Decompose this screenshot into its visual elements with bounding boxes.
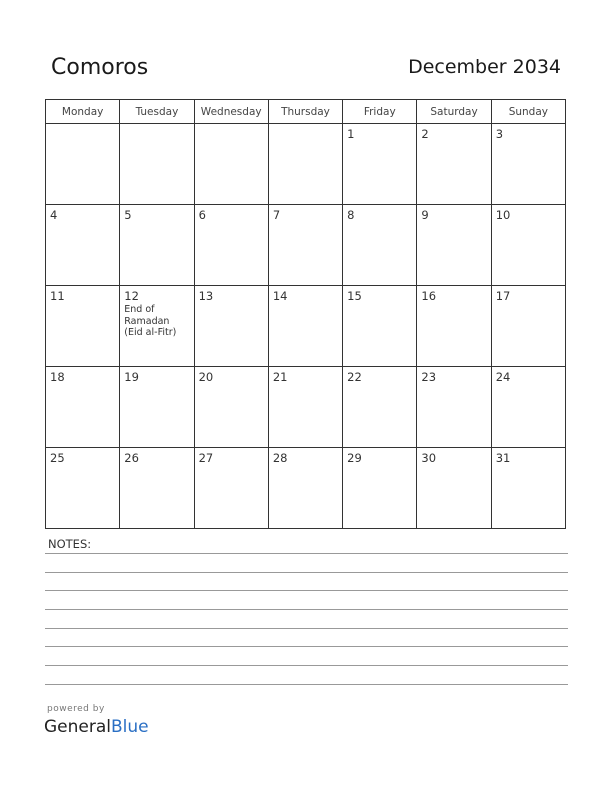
note-line bbox=[45, 684, 568, 685]
weekday-monday: Monday bbox=[46, 100, 120, 124]
day-number: 6 bbox=[198, 208, 206, 222]
day-cell bbox=[194, 286, 268, 367]
generalblue-logo bbox=[44, 717, 149, 737]
notes-label: NOTES: bbox=[48, 537, 92, 551]
day-number: 2 bbox=[421, 127, 429, 141]
day-number: 4 bbox=[50, 208, 58, 222]
day-cell bbox=[268, 286, 342, 367]
day-cell bbox=[268, 367, 342, 448]
weekday-friday: Friday bbox=[343, 100, 417, 124]
weekday-header-row bbox=[46, 100, 566, 124]
day-number: 9 bbox=[421, 208, 429, 222]
day-number: 22 bbox=[347, 370, 362, 384]
day-number: 23 bbox=[421, 370, 437, 384]
day-number: 14 bbox=[272, 289, 288, 303]
day-cell bbox=[417, 448, 491, 529]
day-number: 12 bbox=[124, 289, 139, 303]
calendar-week-row bbox=[46, 124, 566, 205]
holiday-label: End of Ramadan (Eid al-Fitr) bbox=[124, 304, 177, 338]
day-cell bbox=[417, 286, 491, 367]
day-cell bbox=[120, 367, 194, 448]
day-cell bbox=[46, 124, 120, 205]
day-cell bbox=[194, 367, 268, 448]
day-number: 13 bbox=[198, 289, 214, 303]
day-cell bbox=[491, 448, 565, 529]
weekday-thursday: Thursday bbox=[268, 100, 342, 124]
day-cell bbox=[268, 124, 342, 205]
day-number: 29 bbox=[347, 451, 362, 465]
day-cell bbox=[417, 367, 491, 448]
calendar-week-row bbox=[46, 448, 566, 529]
calendar-week-row bbox=[46, 205, 566, 286]
calendar-week-row bbox=[46, 367, 566, 448]
calendar-week-row bbox=[46, 286, 566, 367]
day-cell bbox=[268, 448, 342, 529]
day-cell bbox=[343, 124, 417, 205]
day-cell bbox=[46, 367, 120, 448]
powered-by-text: powered by bbox=[47, 704, 105, 714]
day-number: 20 bbox=[198, 370, 214, 384]
note-line bbox=[45, 646, 568, 647]
day-number: 27 bbox=[198, 451, 214, 465]
note-line bbox=[45, 572, 568, 573]
day-number: 25 bbox=[50, 451, 65, 465]
day-cell bbox=[194, 448, 268, 529]
note-line bbox=[45, 665, 568, 666]
day-cell bbox=[343, 205, 417, 286]
day-number: 1 bbox=[347, 127, 355, 141]
day-number: 26 bbox=[124, 451, 139, 465]
weekday-saturday: Saturday bbox=[417, 100, 491, 124]
weekday-tuesday: Tuesday bbox=[120, 100, 194, 124]
day-cell bbox=[268, 205, 342, 286]
day-cell bbox=[491, 286, 565, 367]
calendar-grid bbox=[45, 99, 566, 529]
day-number: 21 bbox=[272, 370, 288, 384]
note-line bbox=[45, 553, 568, 554]
day-cell bbox=[46, 286, 120, 367]
day-cell bbox=[417, 124, 491, 205]
logo-blue: Blue bbox=[111, 717, 149, 737]
day-cell bbox=[46, 205, 120, 286]
day-cell bbox=[343, 448, 417, 529]
note-line bbox=[45, 628, 568, 629]
note-line bbox=[45, 609, 568, 610]
weekday-sunday: Sunday bbox=[491, 100, 565, 124]
day-number: 24 bbox=[495, 370, 511, 384]
day-cell bbox=[120, 286, 194, 367]
day-number: 15 bbox=[347, 289, 362, 303]
day-cell bbox=[194, 205, 268, 286]
day-cell bbox=[120, 448, 194, 529]
day-cell bbox=[491, 124, 565, 205]
day-number: 16 bbox=[421, 289, 437, 303]
note-line bbox=[45, 590, 568, 591]
day-number: 17 bbox=[495, 289, 511, 303]
day-number: 31 bbox=[495, 451, 511, 465]
logo-general: General bbox=[44, 717, 111, 737]
day-cell bbox=[46, 448, 120, 529]
day-number: 18 bbox=[50, 370, 65, 384]
day-cell bbox=[120, 124, 194, 205]
day-cell bbox=[491, 205, 565, 286]
day-number: 3 bbox=[495, 127, 504, 141]
day-number: 7 bbox=[272, 208, 281, 222]
day-number: 10 bbox=[495, 208, 511, 222]
month-year-title: December 2034 bbox=[408, 56, 561, 78]
weekday-wednesday: Wednesday bbox=[194, 100, 268, 124]
day-number: 28 bbox=[272, 451, 288, 465]
day-number: 11 bbox=[50, 289, 65, 303]
day-cell bbox=[491, 367, 565, 448]
day-cell bbox=[343, 367, 417, 448]
day-cell bbox=[417, 205, 491, 286]
day-cell bbox=[120, 205, 194, 286]
day-number: 5 bbox=[124, 208, 132, 222]
day-number: 19 bbox=[124, 370, 139, 384]
day-number: 30 bbox=[421, 451, 437, 465]
day-cell bbox=[343, 286, 417, 367]
day-cell bbox=[194, 124, 268, 205]
country-title: Comoros bbox=[51, 55, 149, 80]
day-number: 8 bbox=[347, 208, 355, 222]
